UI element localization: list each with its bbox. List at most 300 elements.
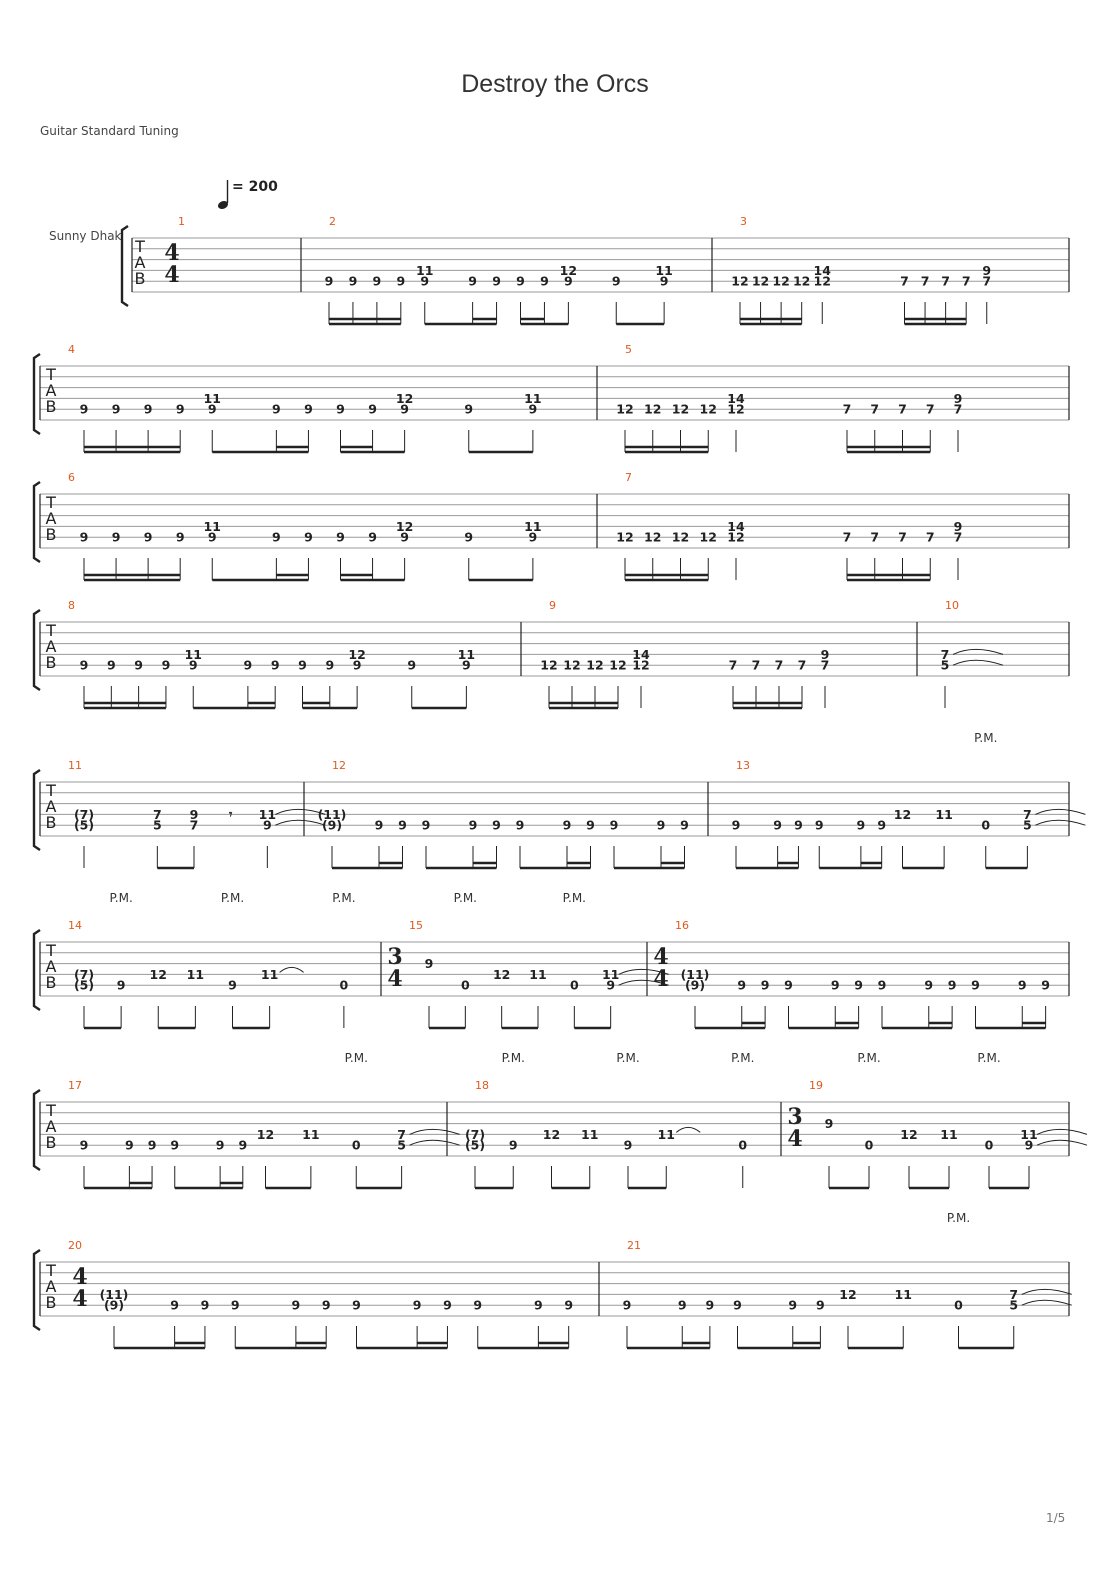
fret-number: 9: [272, 529, 281, 545]
fret-number: 7: [842, 529, 852, 545]
fret-number: 9: [564, 1297, 574, 1313]
fret-number: 9: [270, 657, 280, 673]
time-signature-top: 4: [72, 1264, 88, 1290]
fret-number: 9: [443, 1297, 452, 1313]
fret-number: 14: [813, 262, 831, 278]
fret-number: (7): [73, 966, 95, 982]
fret-number: 9: [528, 401, 538, 417]
measure-number: 3: [740, 215, 747, 228]
fret-number: 9: [170, 1297, 179, 1313]
fret-number: 9: [540, 273, 549, 289]
fret-number: 12: [839, 1286, 857, 1302]
fret-number: 7: [820, 657, 830, 673]
tuning-label: Guitar Standard Tuning: [40, 124, 179, 138]
fret-number: 9: [515, 817, 525, 833]
fret-number: (5): [73, 817, 95, 833]
tie-arc: [1035, 809, 1085, 814]
fret-number: 7: [982, 273, 992, 289]
fret-number: 11: [655, 262, 673, 278]
fret-number: 9: [784, 977, 793, 993]
tie-arc: [410, 1140, 460, 1145]
tab-clef-letter: T: [46, 1101, 56, 1120]
fret-number: 7: [728, 657, 738, 673]
system-bracket: [34, 482, 40, 562]
fret-number: 9: [794, 817, 803, 833]
tab-clef-letter: B: [45, 653, 57, 672]
fret-number: 12: [492, 966, 511, 982]
fret-number: 11: [186, 966, 205, 982]
fret-number: 7: [797, 657, 807, 673]
tab-clef-letter: T: [46, 621, 56, 640]
palm-mute-label: P.M.: [344, 1051, 368, 1065]
fret-number: 9: [304, 529, 313, 545]
fret-number: 9: [262, 817, 272, 833]
tab-clef-letter: T: [46, 493, 56, 512]
fret-number: 9: [368, 401, 377, 417]
fret-number: 0: [981, 817, 991, 833]
fret-number: 12: [671, 529, 690, 545]
fret-number: 12: [395, 390, 414, 406]
fret-number: 7: [940, 646, 950, 662]
fret-number: 9: [737, 977, 747, 993]
fret-number: 9: [677, 1297, 687, 1313]
fret-number: 9: [680, 817, 689, 833]
fret-number: 12: [727, 401, 745, 417]
tab-clef-letter: B: [45, 525, 57, 544]
fret-number: 9: [877, 977, 887, 993]
fret-number: (11): [99, 1286, 129, 1302]
measure-number: 7: [625, 471, 632, 484]
tab-clef-letter: B: [45, 1133, 57, 1152]
fret-number: 9: [79, 401, 89, 417]
fret-number: 9: [830, 977, 840, 993]
fret-number: 9: [200, 1297, 210, 1313]
fret-number: 9: [352, 1297, 361, 1313]
fret-number: 9: [189, 806, 199, 822]
measure-number: 11: [68, 759, 82, 772]
measure-number: 10: [945, 599, 959, 612]
fret-number: 9: [623, 1137, 633, 1153]
fret-number: 7: [925, 529, 935, 545]
tempo-value: = 200: [232, 179, 278, 195]
fret-number: 12: [644, 401, 662, 417]
fret-number: 11: [258, 806, 277, 822]
fret-number: 9: [492, 817, 501, 833]
fret-number: 9: [528, 529, 538, 545]
fret-number: 9: [424, 956, 434, 972]
fret-number: 9: [971, 977, 980, 993]
fret-number: (9): [321, 817, 343, 833]
fret-number: 9: [492, 273, 501, 289]
fret-number: (5): [464, 1137, 486, 1153]
system-bracket: [34, 930, 40, 1010]
fret-number: 12: [751, 273, 770, 289]
measure-number: 2: [329, 215, 336, 228]
fret-number: 9: [215, 1137, 225, 1153]
fret-number: 9: [134, 657, 143, 673]
fret-number: (7): [73, 806, 95, 822]
fret-number: 9: [143, 529, 153, 545]
fret-number: 11: [657, 1126, 675, 1142]
fret-number: 9: [372, 273, 382, 289]
measure-number: 15: [409, 919, 423, 932]
time-signature-bottom: 4: [164, 262, 180, 288]
fret-number: 12: [586, 657, 604, 673]
fret-number: 9: [586, 817, 595, 833]
fret-number: 9: [243, 657, 253, 673]
fret-number: 9: [982, 262, 992, 278]
tab-clef-letter: T: [46, 781, 56, 800]
time-signature-top: 3: [387, 944, 403, 970]
fret-number: 9: [468, 273, 477, 289]
fret-number: 7: [1023, 806, 1032, 822]
tab-clef-letter: T: [135, 237, 145, 256]
fret-number: 9: [125, 1137, 134, 1153]
time-signature-top: 4: [164, 240, 180, 266]
measure-number: 17: [68, 1079, 82, 1092]
tie-arc: [676, 1127, 700, 1132]
system-bracket: [34, 610, 40, 690]
fret-number: 11: [529, 966, 547, 982]
tab-clef-letter: T: [46, 941, 56, 960]
tab-clef-letter: B: [45, 397, 57, 416]
fret-number: 9: [336, 401, 345, 417]
fret-number: 9: [111, 529, 121, 545]
fret-number: 12: [632, 657, 650, 673]
fret-number: 7: [925, 401, 935, 417]
measure-number: 19: [809, 1079, 823, 1092]
fret-number: 7: [900, 273, 909, 289]
fret-number: 9: [325, 657, 335, 673]
fret-number: 7: [1009, 1286, 1019, 1302]
fret-number: 12: [813, 273, 831, 289]
fret-number: 9: [374, 817, 384, 833]
fret-number: 9: [175, 529, 185, 545]
tab-clef-letter: B: [45, 1293, 57, 1312]
fret-number: 9: [462, 657, 471, 673]
fret-number: 9: [508, 1137, 518, 1153]
fret-number: 9: [207, 529, 217, 545]
fret-number: 7: [953, 529, 963, 545]
fret-number: (5): [73, 977, 95, 993]
eighth-rest-icon: 𝄾: [229, 806, 233, 822]
fret-number: 9: [731, 817, 741, 833]
fret-number: 9: [656, 817, 666, 833]
palm-mute-label: P.M.: [974, 731, 998, 745]
tie-arc: [953, 649, 1003, 654]
tab-clef-letter: B: [134, 269, 146, 288]
fret-number: 7: [953, 401, 963, 417]
palm-mute-label: P.M.: [616, 1051, 640, 1065]
palm-mute-label: P.M.: [220, 891, 245, 905]
fret-number: 12: [699, 401, 717, 417]
tie-arc: [1022, 1289, 1072, 1294]
time-signature-bottom: 4: [653, 966, 669, 992]
fret-number: 12: [559, 262, 578, 278]
tie-arc: [410, 1129, 460, 1134]
fret-number: 9: [147, 1137, 157, 1153]
fret-number: 9: [170, 1137, 180, 1153]
fret-number: 7: [842, 401, 852, 417]
fret-number: 12: [395, 518, 414, 534]
fret-number: 12: [348, 646, 366, 662]
fret-number: 5: [397, 1137, 406, 1153]
tab-clef-letter: A: [45, 381, 57, 400]
fret-number: 12: [727, 529, 745, 545]
fret-number: 9: [464, 529, 474, 545]
tab-clef-letter: T: [46, 365, 56, 384]
fret-number: 7: [189, 817, 199, 833]
fret-number: 9: [953, 390, 963, 406]
palm-mute-label: P.M.: [946, 1211, 971, 1225]
time-signature-top: 4: [653, 944, 669, 970]
tie-arc: [280, 967, 304, 972]
tab-clef-letter: A: [45, 1117, 57, 1136]
fret-number: 12: [644, 529, 662, 545]
fret-number: 7: [870, 529, 880, 545]
fret-number: (7): [464, 1126, 486, 1142]
fret-number: 9: [854, 977, 863, 993]
fret-number: 9: [516, 273, 525, 289]
fret-number: 11: [260, 966, 279, 982]
fret-number: 9: [368, 529, 377, 545]
fret-number: 9: [947, 977, 957, 993]
fret-number: 9: [398, 817, 407, 833]
fret-number: 5: [152, 817, 162, 833]
fret-number: 9: [412, 1297, 422, 1313]
fret-number: 11: [935, 806, 953, 822]
fret-number: 0: [339, 977, 349, 993]
fret-number: 9: [396, 273, 406, 289]
fret-number: 9: [788, 1297, 798, 1313]
fret-number: 9: [188, 657, 198, 673]
system-bracket: [34, 770, 40, 850]
fret-number: 12: [256, 1126, 275, 1142]
fret-number: 11: [940, 1126, 958, 1142]
tab-clef-letter: A: [134, 253, 146, 272]
fret-number: 9: [1017, 977, 1027, 993]
fret-number: 7: [898, 529, 907, 545]
fret-number: 0: [864, 1137, 874, 1153]
fret-number: 9: [421, 817, 431, 833]
fret-number: 9: [79, 1137, 89, 1153]
fret-number: 12: [542, 1126, 561, 1142]
tab-clef-letter: A: [45, 797, 57, 816]
tab-clef-letter: A: [45, 1277, 57, 1296]
system-bracket: [34, 354, 40, 434]
fret-number: 12: [149, 966, 167, 982]
fret-number: 9: [175, 401, 185, 417]
fret-number: 9: [733, 1297, 742, 1313]
fret-number: 9: [336, 529, 345, 545]
fret-number: 0: [460, 977, 470, 993]
fret-number: 9: [877, 817, 887, 833]
fret-number: 12: [731, 273, 749, 289]
tie-arc: [1035, 820, 1085, 825]
system-bracket: [34, 1090, 40, 1170]
fret-number: 9: [1041, 977, 1050, 993]
measure-number: 4: [68, 343, 75, 356]
fret-number: 11: [457, 646, 476, 662]
fret-number: 9: [705, 1297, 715, 1313]
fret-number: 9: [814, 817, 824, 833]
fret-number: 11: [894, 1286, 912, 1302]
instrument-name: Sunny Dhak: [49, 229, 122, 243]
fret-number: 9: [1024, 1137, 1034, 1153]
tie-arc: [1037, 1140, 1087, 1145]
fret-number: 11: [524, 390, 542, 406]
measure-number: 16: [675, 919, 689, 932]
time-signature-top: 3: [787, 1104, 803, 1130]
palm-mute-label: P.M.: [501, 1051, 525, 1065]
fret-number: 11: [203, 390, 221, 406]
fret-number: 9: [348, 273, 358, 289]
fret-number: 9: [352, 657, 362, 673]
fret-number: 9: [238, 1137, 248, 1153]
palm-mute-label: P.M.: [109, 891, 133, 905]
fret-number: 9: [79, 657, 89, 673]
fret-number: 7: [870, 401, 880, 417]
tab-clef-letter: T: [46, 1261, 56, 1280]
fret-number: 9: [659, 273, 669, 289]
fret-number: 9: [611, 273, 621, 289]
fret-number: 5: [1023, 817, 1032, 833]
page-number: 1/5: [1046, 1511, 1066, 1525]
fret-number: 12: [609, 657, 627, 673]
fret-number: 9: [420, 273, 430, 289]
fret-number: 9: [562, 817, 572, 833]
fret-number: 9: [116, 977, 126, 993]
measure-number: 5: [625, 343, 632, 356]
fret-number: 9: [298, 657, 307, 673]
fret-number: 11: [203, 518, 221, 534]
fret-number: 11: [581, 1126, 599, 1142]
fret-number: 9: [161, 657, 171, 673]
system-bracket: [122, 226, 128, 306]
measure-number: 12: [332, 759, 346, 772]
fret-number: 9: [606, 977, 616, 993]
time-signature-bottom: 4: [72, 1286, 88, 1312]
fret-number: 0: [569, 977, 579, 993]
fret-number: 12: [900, 1126, 918, 1142]
tab-clef-letter: A: [45, 509, 57, 528]
fret-number: 9: [622, 1297, 632, 1313]
palm-mute-label: P.M.: [857, 1051, 881, 1065]
fret-number: 12: [772, 273, 790, 289]
fret-number: 7: [774, 657, 784, 673]
fret-number: 9: [106, 657, 116, 673]
measure-number: 18: [475, 1079, 489, 1092]
fret-number: 12: [699, 529, 717, 545]
fret-number: 9: [468, 817, 478, 833]
tab-clef-letter: A: [45, 637, 57, 656]
fret-number: 9: [464, 401, 474, 417]
measure-number: 20: [68, 1239, 82, 1252]
fret-number: 12: [792, 273, 811, 289]
fret-number: 9: [143, 401, 153, 417]
palm-mute-label: P.M.: [453, 891, 478, 905]
fret-number: 9: [564, 273, 573, 289]
fret-number: 9: [111, 401, 121, 417]
fret-number: 9: [820, 646, 830, 662]
fret-number: 9: [291, 1297, 301, 1313]
fret-number: 0: [954, 1297, 963, 1313]
measure-number: 14: [68, 919, 82, 932]
fret-number: 12: [616, 529, 634, 545]
fret-number: 9: [473, 1297, 483, 1313]
fret-number: 7: [898, 401, 907, 417]
fret-number: 12: [563, 657, 581, 673]
tab-clef-letter: A: [45, 957, 57, 976]
fret-number: 7: [751, 657, 761, 673]
fret-number: 0: [738, 1137, 748, 1153]
fret-number: 9: [924, 977, 934, 993]
fret-number: 9: [400, 529, 409, 545]
fret-number: 9: [534, 1297, 543, 1313]
fret-number: 7: [941, 273, 950, 289]
measure-number: 13: [736, 759, 750, 772]
measure-number: 1: [178, 215, 185, 228]
measure-number: 8: [68, 599, 75, 612]
fret-number: 9: [207, 401, 217, 417]
tie-arc: [1022, 1300, 1072, 1305]
fret-number: 7: [397, 1126, 406, 1142]
fret-number: 9: [324, 273, 334, 289]
tie-arc: [1037, 1129, 1087, 1134]
fret-number: 11: [524, 518, 542, 534]
system-bracket: [34, 1250, 40, 1330]
fret-number: 5: [940, 657, 950, 673]
tie-arc: [953, 660, 1003, 665]
fret-number: 12: [671, 401, 690, 417]
fret-number: 9: [760, 977, 770, 993]
palm-mute-label: P.M.: [977, 1051, 1001, 1065]
time-signature-bottom: 4: [387, 966, 403, 992]
fret-number: 12: [893, 806, 912, 822]
fret-number: 0: [984, 1137, 994, 1153]
measure-number: 6: [68, 471, 75, 484]
fret-number: 9: [824, 1116, 834, 1132]
fret-number: 12: [540, 657, 558, 673]
fret-number: 11: [416, 262, 434, 278]
fret-number: (9): [103, 1297, 125, 1313]
fret-number: 0: [351, 1137, 361, 1153]
fret-number: 5: [1009, 1297, 1019, 1313]
fret-number: (11): [317, 806, 347, 822]
fret-number: 9: [228, 977, 237, 993]
fret-number: 7: [152, 806, 162, 822]
measure-number: 9: [549, 599, 556, 612]
fret-number: 9: [321, 1297, 331, 1313]
fret-number: (11): [680, 966, 710, 982]
fret-number: (9): [684, 977, 706, 993]
fret-number: 9: [230, 1297, 240, 1313]
fret-number: 14: [727, 518, 745, 534]
score-title: Destroy the Orcs: [461, 70, 649, 98]
fret-number: 9: [856, 817, 866, 833]
fret-number: 9: [304, 401, 313, 417]
fret-number: 9: [407, 657, 417, 673]
palm-mute-label: P.M.: [562, 891, 587, 905]
fret-number: 9: [773, 817, 782, 833]
palm-mute-label: P.M.: [332, 891, 356, 905]
fret-number: 11: [601, 966, 620, 982]
fret-number: 9: [816, 1297, 825, 1313]
tab-clef-letter: B: [45, 813, 57, 832]
fret-number: 9: [609, 817, 619, 833]
fret-number: 11: [302, 1126, 320, 1142]
fret-number: 12: [616, 401, 634, 417]
